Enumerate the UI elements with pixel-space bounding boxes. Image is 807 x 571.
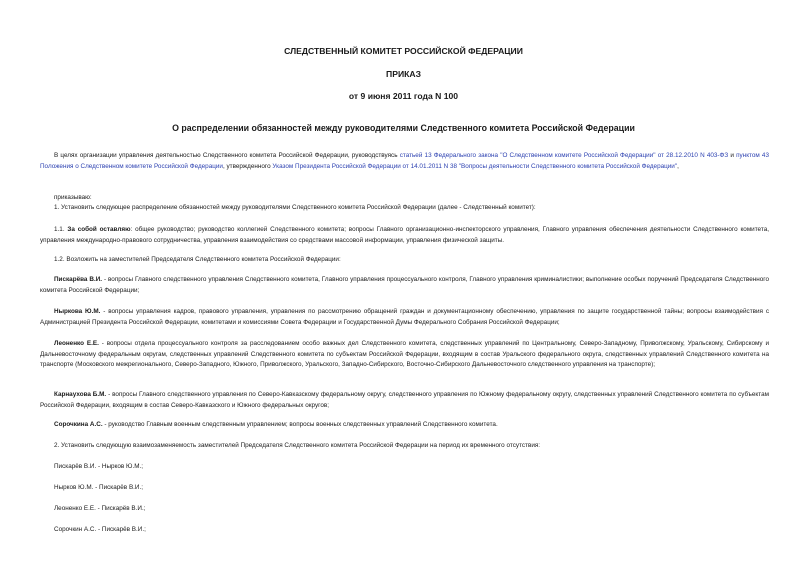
deputy-name: Леоненко Е.Е. — [54, 340, 99, 347]
substitution-line: Леоненко Е.Е. - Пискарёв В.И.; — [54, 505, 146, 512]
order-word: приказываю: — [54, 194, 92, 201]
organization-title: СЛЕДСТВЕННЫЙ КОМИТЕТ РОССИЙСКОЙ ФЕДЕРАЦИИ — [284, 46, 523, 56]
document-date-number: от 9 июня 2011 года N 100 — [348, 91, 459, 101]
item-1-1: 1.1. За собой оставляю: общее руководство; руководство коллегией Следственного комитета; вопросы Главного организационно-инспекторского управления, Главного управления обеспечения деятельности Следственного комитета, управления международно-правового сотрудничества, управления взаимодействия со средствами массовой информации, управления физической защиты. — [40, 226, 769, 244]
deputy-paragraph: Сорочкина А.С. - руководство Главным военным следственным управлением; вопросы военных следственных управлений Следственного комитета. — [54, 421, 498, 428]
deputy-name: Сорочкина А.С. — [54, 421, 103, 428]
deputy-paragraph: Пискарёва В.И. - вопросы Главного следственного управления Следственного комитета, Главного управления процессуального контроля, Главного управления криминалистики; выполнение особых поручений Председателя Следственного комитета Российской Федерации; — [40, 276, 769, 294]
substitution-line: Нырков Ю.М. - Пискарёв В.И.; — [54, 484, 144, 491]
substitution-line: Пискарёв В.И. - Нырков Ю.М.; — [54, 463, 144, 470]
law-article-link[interactable]: статьей 13 Федерального закона "О Следственном комитете Российской Федерации" от 28.12.2010 N 403-ФЗ — [399, 152, 729, 159]
preamble-paragraph: В целях организации управления деятельностью Следственного комитета Российской Федерации, руководствуясь статьей 13 Федерального закона "О Следственном комитете Российской Федерации" от 28.12.2010 N 403-ФЗ и пунктом 43 Положения о Следственном комитете Российской Федерации, утвержденного Указом Президента Российской Федерации от 14.01.2011 N 38 "Вопросы деятельности Следственного комитета Российской Федерации", — [40, 152, 769, 170]
substitution-line: Сорочкин А.С. - Пискарёв В.И.; — [54, 526, 146, 533]
deputy-name: Карнаухова Б.М. — [54, 391, 107, 398]
presidential-decree-link[interactable]: Указом Президента Российской Федерации от 14.01.2011 N 38 "Вопросы деятельности Следственного комитета Российской Федерации" — [272, 162, 678, 170]
deputy-paragraph: Леоненко Е.Е. - вопросы отдела процессуального контроля за расследованием особо важных дел Следственного комитета, следственных управлений по Центральному, Северо-Западному, Приволжскому, Уральскому, Сибирскому и Дальневосточному федеральным округам, следственных управлений Следственного комитета по субъектам Российской Федерации, входящим в состав Уральского федерального округа, следственных управлений Следственного комитета на транспорте (Московского межрегионального, Северо-Западного, Южного, Приволжского, Уральского, Западно-Сибирского, Восточно-Сибирского Дальневосточного следственного управления на транспорте); — [40, 340, 770, 369]
deputy-paragraph: Карнаухова Б.М. - вопросы Главного следственного управления по Северо-Кавказскому федеральному округу, следственного управления по Южному федеральному округу, следственных управлений Следственного комитета по субъектам Российской Федерации, входящим в состав Северо-Кавказского и Южного федеральных округов; — [40, 391, 769, 409]
deputy-paragraph: Ныркова Ю.М. - вопросы управления кадров, правового управления, управления по рассмотрению обращений граждан и документационному обеспечению, управления по защите государственной тайны; вопросы взаимодействия с Администрацией Президента Российской Федерации, комитетами и комиссиями Совета Федерации и Государственной Думы Федерального Собрания Российской Федерации; — [40, 308, 769, 326]
document-type: ПРИКАЗ — [386, 69, 421, 79]
document-title: О распределении обязанностей между руководителями Следственного комитета Российской Федерации — [172, 123, 635, 133]
item-1-2: 1.2. Возложить на заместителей Председателя Следственного комитета Российской Федерации: — [54, 256, 341, 263]
item-1-1-label: За собой оставляю — [67, 226, 131, 233]
item-1: 1. Установить следующее распределение обязанностей между руководителями Следственного комитета Российской Федерации (далее - Следственный комитет): — [54, 204, 536, 211]
item-2: 2. Установить следующую взаимозаменяемость заместителей Председателя Следственного комитета Российской Федерации на период их временного отсутствия: — [54, 442, 541, 449]
regulation-clause-link[interactable]: пунктом 43 Положения о Следственном комитете Российской Федерации — [40, 152, 769, 170]
deputy-name: Ныркова Ю.М. — [54, 308, 101, 315]
deputy-name: Пискарёва В.И. — [54, 276, 103, 283]
